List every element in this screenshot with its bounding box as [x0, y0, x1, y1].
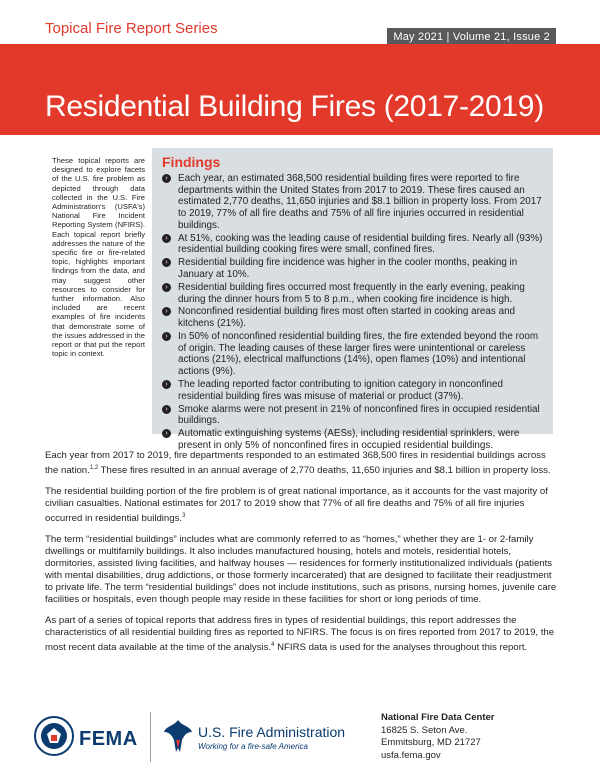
chevron-right-icon: ›: [162, 283, 171, 292]
footer-divider: [150, 712, 151, 762]
website-link[interactable]: usfa.fema.gov: [381, 749, 441, 761]
sidebar-description: These topical reports are designed to explore facets of the U.S. fire problem as depicted through data collected in the U.S. Fire Administration's (USFA's) National Fire Incident Reporting System (NFIRS). Each topical report briefly addresses the nature of the specific fire or fire-related topic, highlights important findings from the data, and may suggest other resources to consider for further information. Also included are recent examples of fire incidents that demonstrate some of the issues addressed in the report or that put the report topic in context.: [52, 156, 145, 359]
chevron-right-icon: ›: [162, 174, 171, 183]
address-line-2: Emmitsburg, MD 21727: [381, 737, 481, 748]
finding-item: › Residential building fires occurred most frequently in the early evening, peaking during the dinner hours from 5 to 8 p.m., when cooking fire incidence is high.: [162, 282, 546, 305]
body-paragraph-3: The term “residential buildings” includes what are commonly referred to as “homes,” whether they are 1- or 2-family dwellings or multifamily buildings. It also includes manufactured housing, hotels and motels, residential hotels, dormitories, assisted living facilities, and halfway houses — residences for formerly institutionalized individuals (patients with mental disabilities, drug addictions, or those formerly incarcerated) that are designed to facilitate their readjustment to private life. The term “residential buildings” does not include institutions, such as prisons, nursing homes, juvenile care facilities or hospitals, even though people may reside in these facilities for short or long periods of time.: [45, 534, 557, 606]
footnote-ref: 4: [271, 642, 275, 649]
chevron-right-icon: ›: [162, 234, 171, 243]
finding-item: › Nonconfined residential building fires most often started in cooking areas and kitchens (21%).: [162, 306, 546, 329]
body-paragraph-4: As part of a series of topical reports that address fires in types of residential buildings, this report addresses the characteristics of all residential building fires as reported to NFIRS. The focus is on fires reported from 2017 to 2019, the most recent data available at the time of the analysis.$^4$ NFIRS data is used for the analyses throughout this report.: [45, 615, 555, 654]
finding-item: › Residential building fire incidence was higher in the cooler months, peaking in January at 10%.: [162, 257, 546, 280]
finding-item: › At 51%, cooking was the leading cause of residential building fires. Nearly all (93%) residential building cooking fires were small, confined fires.: [162, 233, 546, 256]
eagle-icon: [162, 718, 194, 756]
issue-badge: May 2021 | Volume 21, Issue 2: [387, 28, 556, 46]
findings-panel: [152, 148, 553, 451]
chevron-right-icon: ›: [162, 380, 171, 389]
center-name: National Fire Data Center: [381, 712, 495, 723]
finding-item: › In 50% of nonconfined residential building fires, the fire extended beyond the room of origin. The leading causes of these larger fires were unintentional or careless actions (21%), electrical malfunctions (14%), open flames (10%) and intentional actions (9%).: [162, 331, 546, 378]
chevron-right-icon: ›: [162, 258, 171, 267]
usfa-name: U.S. Fire Administration: [198, 724, 346, 740]
findings-list: [162, 173, 546, 453]
finding-item: › Smoke alarms were not present in 21% of nonconfined fires in occupied residential buildings.: [162, 404, 546, 427]
finding-item: › Automatic extinguishing systems (AESs), including residential sprinklers, were present in only 5% of nonconfined fires in occupied residential buildings.: [162, 428, 546, 451]
fema-logo: [34, 716, 144, 760]
report-series-label: Topical Fire Report Series: [45, 20, 218, 37]
body-paragraph-2: The residential building portion of the fire problem is of great national importance, as it accounts for the vast majority of civilian casualties. National estimates for 2017 to 2019 show that 77% of all fire deaths and 75% of all fire injuries occurred in residential buildings.$^3$: [45, 486, 548, 525]
page-title: Residential Building Fires (2017-2019): [45, 90, 544, 124]
usfa-tagline: Working for a fire-safe America: [198, 742, 308, 751]
chevron-right-icon: ›: [162, 307, 171, 316]
footnote-ref: 3: [182, 513, 186, 520]
contact-block: [381, 712, 495, 762]
dhs-seal-icon: [34, 716, 74, 756]
title-banner: [0, 44, 600, 135]
finding-item: › The leading reported factor contributing to ignition category in nonconfined residential building fires was misuse of material or product (37%).: [162, 379, 546, 402]
footnote-ref: 1,2: [89, 465, 99, 471]
finding-item: › Each year, an estimated 368,500 residential building fires were reported to fire departments within the United States from 2017 to 2019. These fires caused an estimated 2,770 deaths, 11,650 injuries and $8.1 billion in property loss. From 2017 to 2019, 77% of all fire deaths and 75% of all fire injuries occurred in residential buildings.: [162, 173, 546, 232]
body-paragraph-1: Each year from 2017 to 2019, fire departments responded to an estimated 368,500 fires in residential buildings across the nation.$^{1,2}$ These fires resulted in an annual average of 2,770 deaths, 11,650 injuries and $8.1 billion in property loss.: [45, 450, 551, 477]
fema-wordmark: FEMA: [79, 728, 138, 750]
usfa-logo: [162, 718, 372, 762]
address-line-1: 16825 S. Seton Ave.: [381, 724, 468, 736]
chevron-right-icon: ›: [162, 332, 171, 341]
chevron-right-icon: ›: [162, 405, 171, 414]
findings-heading: Findings: [162, 154, 221, 170]
chevron-right-icon: ›: [162, 429, 171, 438]
body-text: [45, 450, 557, 664]
